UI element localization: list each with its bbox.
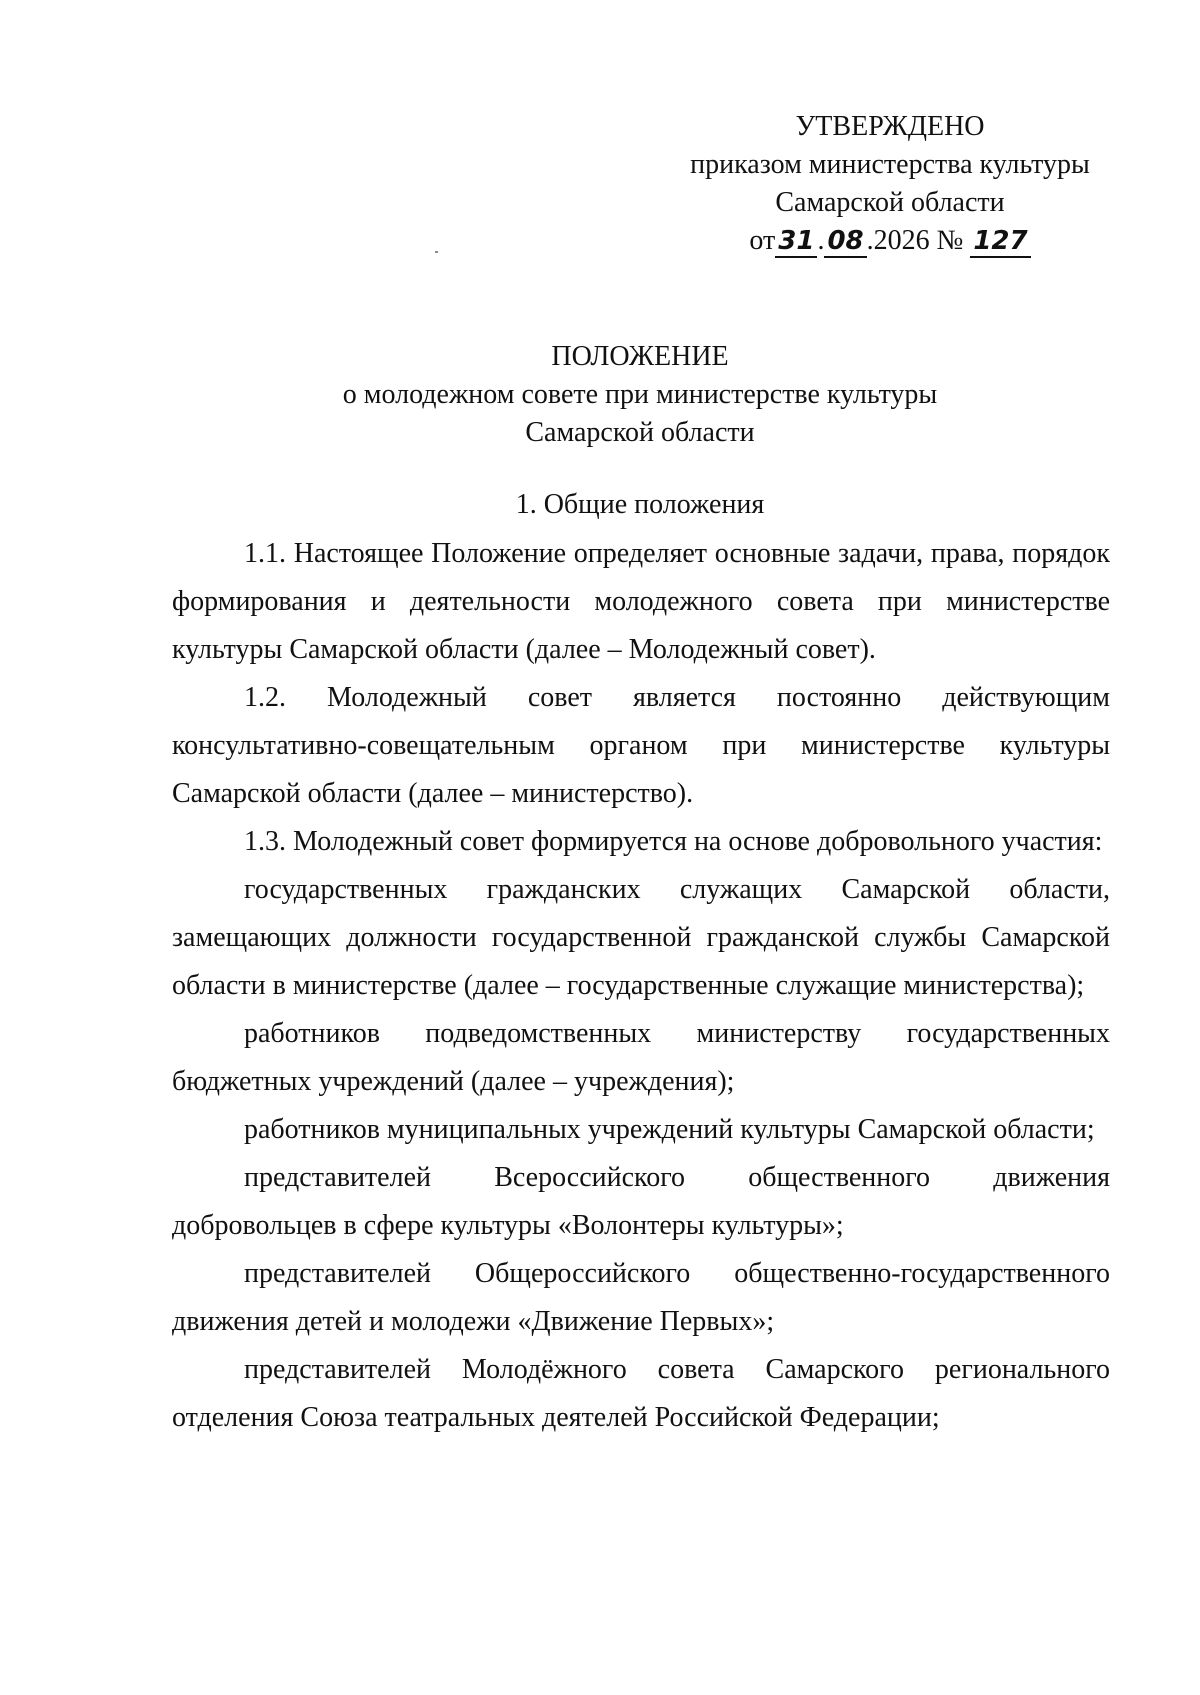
participant-civil-servants: государственных гражданских служащих Самарской области, замещающих должности государственной гражданской службы Самарской области в министерстве (далее – государственные служащие министерства); — [172, 874, 1110, 1001]
handwritten-month: 08 — [824, 226, 866, 258]
title-region: Самарской области — [525, 417, 755, 448]
scan-speck — [435, 251, 438, 253]
document-body — [172, 530, 1110, 1442]
title-subject: о молодежном совете при министерстве культуры — [342, 379, 938, 410]
participant-institution-workers: работников подведомственных министерству государственных бюджетных учреждений (далее – учреждения); — [172, 1018, 1110, 1097]
participant-volunteers: представителей Всероссийского общественного движения добровольцев в сфере культуры «Волонтеры культуры»; — [172, 1162, 1110, 1241]
section-heading: 1. Общие положения — [515, 489, 765, 520]
participant-movement-first: представителей Общероссийского общественно-государственного движения детей и молодежи «Движение Первых»; — [172, 1258, 1110, 1337]
date-year: .2026 — [866, 225, 930, 256]
paragraph-1-3: 1.3. Молодежный совет формируется на основе добровольного участия: — [244, 826, 1103, 857]
paragraph-1-2: 1.2. Молодежный совет является постоянно действующим консультативно-совещательным органом при министерстве культуры Самарской области (далее – министерство). — [172, 682, 1110, 809]
participant-theatre-union: представителей Молодёжного совета Самарского регионального отделения Союза театральных деятелей Российской Федерации; — [172, 1354, 1110, 1433]
number-sign: № — [936, 225, 964, 256]
date-prefix: от — [749, 225, 776, 256]
handwritten-order-number: 127 — [970, 226, 1030, 258]
document-title — [170, 338, 1110, 452]
approval-region-line: Самарской области — [775, 187, 1005, 218]
handwritten-day: 31 — [775, 226, 817, 258]
approval-date-line: от 31 . 08 .2026 № 127 — [670, 222, 1110, 260]
approval-stamp — [670, 108, 1110, 260]
paragraph-1-1: 1.1. Настоящее Положение определяет основные задачи, права, порядок формирования и деятельности молодежного совета при министерстве культуры Самарской области (далее – Молодежный совет). — [172, 538, 1110, 665]
approval-heading: УТВЕРЖДЕНО — [795, 111, 985, 142]
participant-municipal-workers: работников муниципальных учреждений культуры Самарской области; — [244, 1114, 1095, 1145]
title-heading: ПОЛОЖЕНИЕ — [551, 341, 729, 372]
approval-order-line: приказом министерства культуры — [690, 149, 1090, 180]
